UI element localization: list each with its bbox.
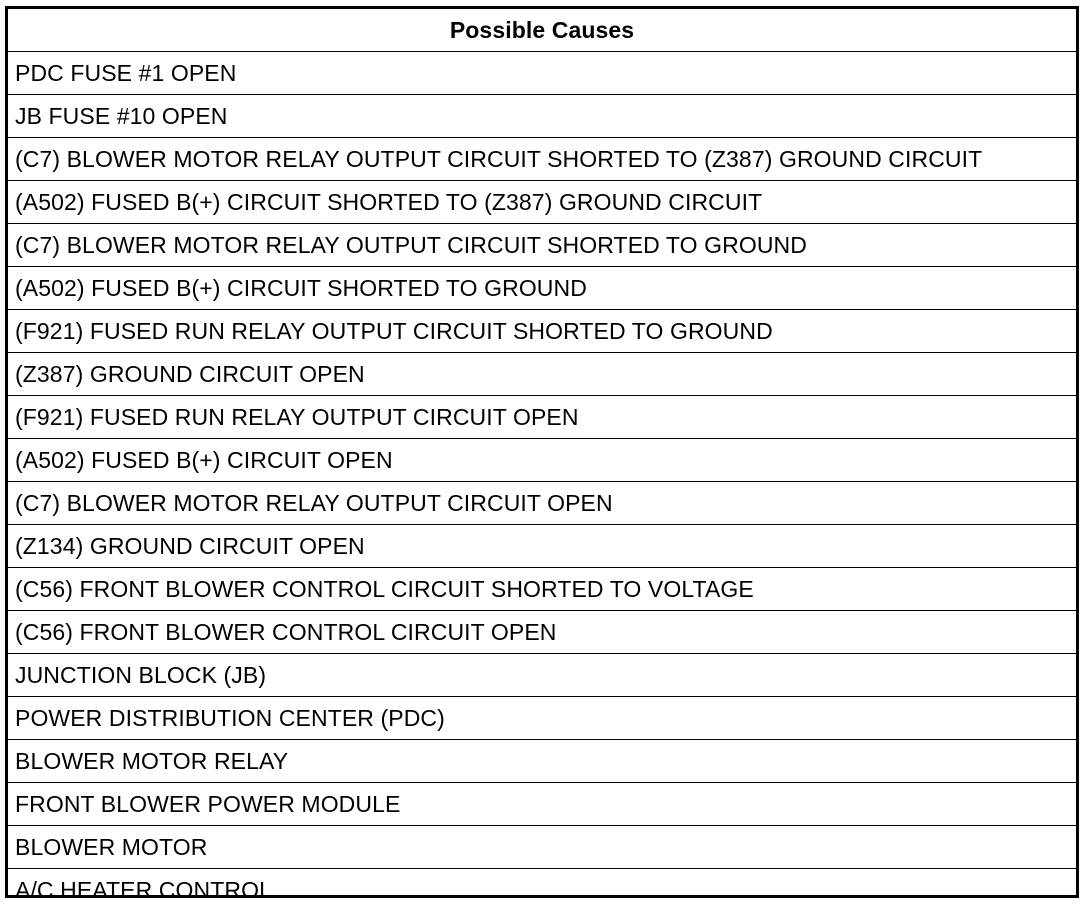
- table-row: [8, 353, 1076, 396]
- table-row: [8, 611, 1076, 654]
- cause-cell: (C7) BLOWER MOTOR RELAY OUTPUT CIRCUIT SHORTED TO (Z387) GROUND CIRCUIT: [8, 138, 1076, 181]
- table-row: [8, 525, 1076, 568]
- table-header-row: [8, 9, 1076, 52]
- causes-table-grid: [8, 9, 1076, 911]
- table-row: [8, 181, 1076, 224]
- table-row: [8, 697, 1076, 740]
- table-row: [8, 869, 1076, 911]
- table-row: [8, 654, 1076, 697]
- cause-cell: BLOWER MOTOR: [8, 826, 1076, 869]
- cause-cell: (C56) FRONT BLOWER CONTROL CIRCUIT OPEN: [8, 611, 1076, 654]
- cause-cell: POWER DISTRIBUTION CENTER (PDC): [8, 697, 1076, 740]
- table-row: [8, 396, 1076, 439]
- cause-cell: (F921) FUSED RUN RELAY OUTPUT CIRCUIT SHORTED TO GROUND: [8, 310, 1076, 353]
- cause-cell: (C56) FRONT BLOWER CONTROL CIRCUIT SHORTED TO VOLTAGE: [8, 568, 1076, 611]
- cause-cell: BLOWER MOTOR RELAY: [8, 740, 1076, 783]
- cause-cell: JUNCTION BLOCK (JB): [8, 654, 1076, 697]
- cause-cell: (C7) BLOWER MOTOR RELAY OUTPUT CIRCUIT SHORTED TO GROUND: [8, 224, 1076, 267]
- cause-cell: (A502) FUSED B(+) CIRCUIT OPEN: [8, 439, 1076, 482]
- cause-cell: PDC FUSE #1 OPEN: [8, 52, 1076, 95]
- cause-cell: (A502) FUSED B(+) CIRCUIT SHORTED TO GROUND: [8, 267, 1076, 310]
- table-row: [8, 740, 1076, 783]
- cause-cell: A/C HEATER CONTROL: [8, 869, 1076, 911]
- table-row: [8, 826, 1076, 869]
- cause-cell: (Z387) GROUND CIRCUIT OPEN: [8, 353, 1076, 396]
- cause-cell: FRONT BLOWER POWER MODULE: [8, 783, 1076, 826]
- table-row: [8, 95, 1076, 138]
- possible-causes-table: [5, 6, 1079, 898]
- table-row: [8, 267, 1076, 310]
- table-row: [8, 783, 1076, 826]
- cause-cell: JB FUSE #10 OPEN: [8, 95, 1076, 138]
- table-row: [8, 138, 1076, 181]
- table-row: [8, 439, 1076, 482]
- table-row: [8, 52, 1076, 95]
- table-row: [8, 568, 1076, 611]
- table-row: [8, 310, 1076, 353]
- cause-cell: (C7) BLOWER MOTOR RELAY OUTPUT CIRCUIT OPEN: [8, 482, 1076, 525]
- cause-cell: (A502) FUSED B(+) CIRCUIT SHORTED TO (Z387) GROUND CIRCUIT: [8, 181, 1076, 224]
- cause-cell: (F921) FUSED RUN RELAY OUTPUT CIRCUIT OPEN: [8, 396, 1076, 439]
- cause-cell: (Z134) GROUND CIRCUIT OPEN: [8, 525, 1076, 568]
- table-row: [8, 482, 1076, 525]
- table-row: [8, 224, 1076, 267]
- possible-causes-header: Possible Causes: [8, 9, 1076, 52]
